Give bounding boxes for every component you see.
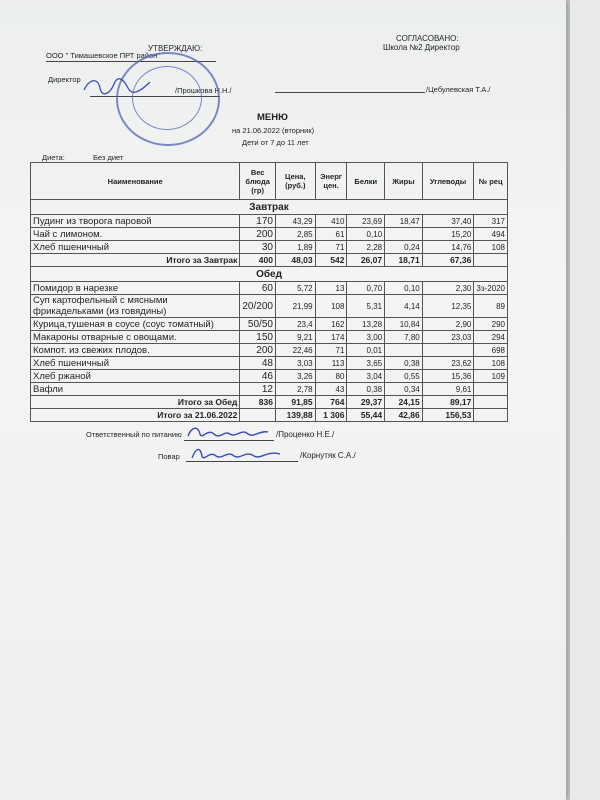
cell-name: Компот. из свежих плодов. xyxy=(31,344,240,357)
table-row xyxy=(31,331,508,344)
cell-energy: 162 xyxy=(315,318,347,331)
cell-weight: 48 xyxy=(240,357,276,370)
agreed-underline xyxy=(275,92,425,93)
cell-energy: 108 xyxy=(315,295,347,318)
cell-energy: 113 xyxy=(315,357,347,370)
col-carbs: Углеводы xyxy=(422,163,474,200)
grand-total-protein: 55,44 xyxy=(347,409,385,422)
cell-fat: 0,34 xyxy=(385,383,423,396)
cell-protein: 0,70 xyxy=(347,282,385,295)
cell-fat xyxy=(385,228,423,241)
cell-fat: 7,80 xyxy=(385,331,423,344)
lunch-rows xyxy=(31,282,508,396)
cell-weight: 200 xyxy=(240,228,276,241)
cell-energy: 13 xyxy=(315,282,347,295)
total-carbs: 89,17 xyxy=(422,396,474,409)
grand-total-row xyxy=(31,409,508,422)
cell-name: Помидор в нарезке xyxy=(31,282,240,295)
cell-protein: 3,65 xyxy=(347,357,385,370)
diet-label: Диета: xyxy=(42,153,65,162)
cell-recipe: 290 xyxy=(474,318,508,331)
cell-protein: 2,28 xyxy=(347,241,385,254)
table-row xyxy=(31,295,508,318)
second-sheet-edge xyxy=(570,0,600,800)
cell-carbs: 23,62 xyxy=(422,357,474,370)
cell-carbs: 9,61 xyxy=(422,383,474,396)
grand-total-energy: 1 306 xyxy=(315,409,347,422)
round-stamp xyxy=(116,52,220,146)
cell-recipe: 89 xyxy=(474,295,508,318)
total-recipe xyxy=(474,254,508,267)
cell-weight: 200 xyxy=(240,344,276,357)
cell-weight: 46 xyxy=(240,370,276,383)
cell-recipe xyxy=(474,383,508,396)
cell-protein: 23,69 xyxy=(347,215,385,228)
agreed-name: /Цебулевская Т.А./ xyxy=(426,85,491,94)
age-group: Дети от 7 до 11 лет xyxy=(242,138,309,147)
cell-weight: 20/200 xyxy=(240,295,276,318)
breakfast-title: Завтрак xyxy=(31,200,508,215)
cell-energy: 43 xyxy=(315,383,347,396)
total-fat: 24,15 xyxy=(385,396,423,409)
cell-price: 22,46 xyxy=(275,344,315,357)
cell-protein: 0,01 xyxy=(347,344,385,357)
col-weight: Вес блюда (гр) xyxy=(240,163,276,200)
col-price: Цена, (руб.) xyxy=(275,163,315,200)
total-protein: 26,07 xyxy=(347,254,385,267)
cell-price: 3,26 xyxy=(275,370,315,383)
cell-price: 9,21 xyxy=(275,331,315,344)
cell-fat: 0,24 xyxy=(385,241,423,254)
table-row xyxy=(31,344,508,357)
total-carbs: 67,36 xyxy=(422,254,474,267)
cell-recipe: 108 xyxy=(474,241,508,254)
approved-label: УТВЕРЖДАЮ: xyxy=(148,44,203,53)
cell-recipe: 494 xyxy=(474,228,508,241)
responsible-name: /Проценко Н.Е./ xyxy=(276,430,335,439)
responsible-label: Ответственный по питанию xyxy=(86,430,182,439)
col-fat: Жиры xyxy=(385,163,423,200)
cell-energy: 80 xyxy=(315,370,347,383)
cell-carbs: 2,30 xyxy=(422,282,474,295)
cell-name: Вафли xyxy=(31,383,240,396)
grand-total-carbs: 156,53 xyxy=(422,409,474,422)
agreed-label: СОГЛАСОВАНО: xyxy=(396,34,459,43)
cell-name: Хлеб пшеничный xyxy=(31,357,240,370)
grand-total-label: Итого за 21.06.2022 xyxy=(31,409,240,422)
cell-weight: 30 xyxy=(240,241,276,254)
table-header-row xyxy=(31,163,508,200)
cell-protein: 5,31 xyxy=(347,295,385,318)
cell-carbs xyxy=(422,344,474,357)
cell-price: 23,4 xyxy=(275,318,315,331)
cell-carbs: 12,35 xyxy=(422,295,474,318)
cell-price: 21,99 xyxy=(275,295,315,318)
cell-fat: 4,14 xyxy=(385,295,423,318)
total-label: Итого за Обед xyxy=(31,396,240,409)
col-protein: Белки xyxy=(347,163,385,200)
cell-recipe: 317 xyxy=(474,215,508,228)
cell-carbs: 15,36 xyxy=(422,370,474,383)
total-fat: 18,71 xyxy=(385,254,423,267)
lunch-title: Обед xyxy=(31,267,508,282)
cell-weight: 170 xyxy=(240,215,276,228)
lunch-total-row xyxy=(31,396,508,409)
cell-price: 43,29 xyxy=(275,215,315,228)
table-row xyxy=(31,241,508,254)
cell-carbs: 37,40 xyxy=(422,215,474,228)
cook-signature xyxy=(188,442,288,464)
total-weight: 400 xyxy=(240,254,276,267)
cell-protein: 3,04 xyxy=(347,370,385,383)
cell-name: Курица,тушеная в соусе (соус томатный) xyxy=(31,318,240,331)
grand-total-price: 139,88 xyxy=(275,409,315,422)
total-price: 91,85 xyxy=(275,396,315,409)
cell-fat: 18,47 xyxy=(385,215,423,228)
cell-recipe: 3з-2020 xyxy=(474,282,508,295)
table-row xyxy=(31,215,508,228)
breakfast-section xyxy=(31,200,508,215)
grand-total-weight xyxy=(240,409,276,422)
cell-weight: 12 xyxy=(240,383,276,396)
total-price: 48,03 xyxy=(275,254,315,267)
responsible-signature xyxy=(184,422,274,444)
cell-energy: 61 xyxy=(315,228,347,241)
cook-name: /Корнутяк С.А./ xyxy=(300,451,356,460)
cell-carbs: 14,76 xyxy=(422,241,474,254)
col-energy: Энерг цен. xyxy=(315,163,347,200)
cell-weight: 150 xyxy=(240,331,276,344)
cell-name: Макароны отварные с овощами. xyxy=(31,331,240,344)
total-energy: 542 xyxy=(315,254,347,267)
cell-recipe: 109 xyxy=(474,370,508,383)
cell-energy: 174 xyxy=(315,331,347,344)
cell-recipe: 108 xyxy=(474,357,508,370)
cell-fat: 0,10 xyxy=(385,282,423,295)
cell-fat xyxy=(385,344,423,357)
cell-energy: 410 xyxy=(315,215,347,228)
col-recipe: № рец xyxy=(474,163,508,200)
cell-protein: 13,28 xyxy=(347,318,385,331)
cell-name: Хлеб пшеничный xyxy=(31,241,240,254)
cell-energy: 71 xyxy=(315,241,347,254)
table-row xyxy=(31,282,508,295)
total-weight: 836 xyxy=(240,396,276,409)
total-protein: 29,37 xyxy=(347,396,385,409)
total-label: Итого за Завтрак xyxy=(31,254,240,267)
menu-date: на 21.06.2022 (вторник) xyxy=(232,126,315,135)
cell-name: Хлеб ржаной xyxy=(31,370,240,383)
total-energy: 764 xyxy=(315,396,347,409)
diet-value: Без диет xyxy=(93,153,124,162)
cell-energy: 71 xyxy=(315,344,347,357)
cell-fat: 0,38 xyxy=(385,357,423,370)
col-name: Наименование xyxy=(31,163,240,200)
table-row xyxy=(31,228,508,241)
table-row xyxy=(31,383,508,396)
cell-protein: 0,10 xyxy=(347,228,385,241)
total-recipe xyxy=(474,396,508,409)
table-row xyxy=(31,370,508,383)
cell-price: 1,89 xyxy=(275,241,315,254)
cell-fat: 10,84 xyxy=(385,318,423,331)
cell-price: 2,85 xyxy=(275,228,315,241)
cell-fat: 0,55 xyxy=(385,370,423,383)
grand-total-fat: 42,86 xyxy=(385,409,423,422)
director-name: /Прошкова Н.Н./ xyxy=(175,86,232,95)
lunch-section xyxy=(31,267,508,282)
school-name: Школа №2 Директор xyxy=(383,43,460,52)
cell-price: 5,72 xyxy=(275,282,315,295)
org-name: ООО " Тимашевское ПРТ район" xyxy=(46,51,160,60)
cell-carbs: 2,90 xyxy=(422,318,474,331)
cell-name: Пудинг из творога паровой xyxy=(31,215,240,228)
cell-carbs: 15,20 xyxy=(422,228,474,241)
breakfast-rows xyxy=(31,215,508,254)
cell-recipe: 294 xyxy=(474,331,508,344)
director-signature xyxy=(80,74,160,98)
cell-price: 3,03 xyxy=(275,357,315,370)
table-row xyxy=(31,357,508,370)
cell-price: 2,78 xyxy=(275,383,315,396)
cook-label: Повар xyxy=(158,452,180,461)
cell-name: Суп картофельный с мясными фрикадельками (из говядины) xyxy=(31,295,240,318)
grand-total-recipe xyxy=(474,409,508,422)
cell-protein: 0,38 xyxy=(347,383,385,396)
cell-carbs: 23,03 xyxy=(422,331,474,344)
menu-table xyxy=(30,162,508,422)
director-label: Директор xyxy=(48,75,81,84)
cell-weight: 50/50 xyxy=(240,318,276,331)
table-row xyxy=(31,318,508,331)
cell-name: Чай с лимоном. xyxy=(31,228,240,241)
cell-weight: 60 xyxy=(240,282,276,295)
breakfast-total-row xyxy=(31,254,508,267)
cell-recipe: 698 xyxy=(474,344,508,357)
cell-protein: 3,00 xyxy=(347,331,385,344)
menu-title: МЕНЮ xyxy=(257,112,288,123)
